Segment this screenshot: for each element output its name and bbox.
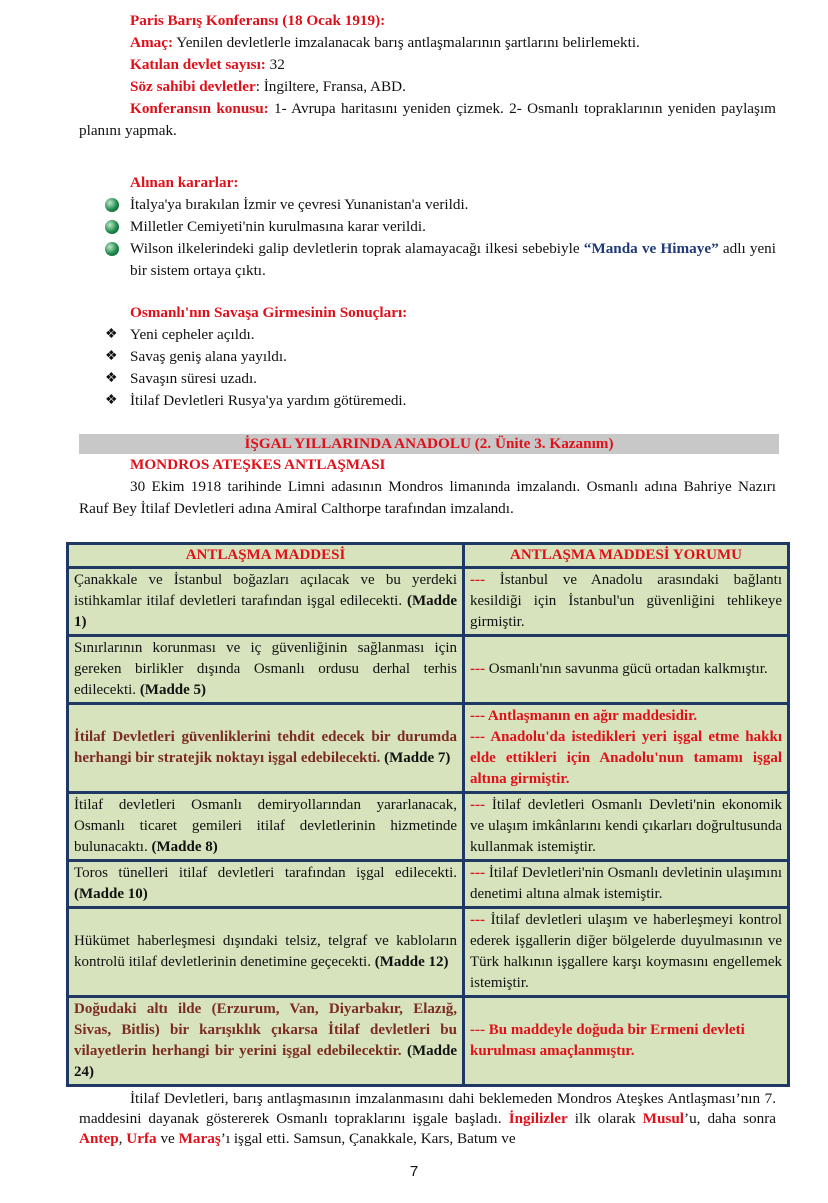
- article-ref: (Madde 24): [74, 1043, 457, 1080]
- table-row: [68, 908, 789, 997]
- list-item: İtalya'ya bırakılan İzmir ve çevresi Yunanistan'a verildi.: [79, 194, 776, 216]
- table-row: [68, 997, 789, 1086]
- table-row: [68, 793, 789, 861]
- list-item: ❖ Savaş geniş alana yayıldı.: [79, 346, 776, 368]
- list-item: Wilson ilkelerindeki galip devletlerin toprak alamayacağı ilkesi sebebiyle “Manda ve Himaye” adlı yeni bir sistem ortaya çıktı.: [79, 238, 776, 282]
- table-row: [68, 704, 789, 793]
- closing-text: ’ı işgal etti. Samsun, Çanakkale, Kars, Batum ve: [220, 1130, 516, 1147]
- diamond-bullet-icon: ❖: [105, 393, 118, 408]
- green-ball-bullet-icon: [105, 198, 119, 212]
- closing-text: İtilaf Devletleri, barış antlaşmasının imzalanmasını dahi beklemeden Mondros Ateşkes Antlaşması’nın 7. maddesini dayanak göstererek Osmanlı topraklarını işgale başladı.: [79, 1090, 776, 1127]
- dash-marker: ---: [470, 572, 485, 588]
- dash-marker: ---: [470, 797, 485, 813]
- article-ref: (Madde 10): [74, 886, 148, 902]
- list-item: ❖ Yeni cepheler açıldı.: [79, 324, 776, 346]
- article-ref: (Madde 5): [139, 682, 207, 698]
- closing-paragraph: [79, 1089, 776, 1149]
- katilan-label: Katılan devlet sayısı:: [130, 56, 266, 73]
- article-text: Sınırlarının korunması ve iç güvenliğinin sağlanması için gereken birlikler dışında Osmanlı ordusu derhal terhis edilecekti.: [74, 640, 457, 698]
- article-text: Toros tünelleri itilaf devletleri tarafından işgal edilecekti.: [74, 865, 457, 881]
- katilan-text: 32: [265, 56, 285, 73]
- highlight-antep: Antep: [79, 1130, 119, 1147]
- soz-label: Söz sahibi devletler: [130, 78, 256, 95]
- interpretation-text: --- Anadolu'da istedikleri yeri işgal etme hakkı elde ettikleri için Anadolu'nun tamamı işgal altına girmiştir.: [470, 729, 782, 787]
- page-number: 7: [409, 1163, 419, 1180]
- interpretation-text: İtilaf Devletleri'nin Osmanlı devletinin ulaşımını denetimi altına almak istemiştir.: [470, 865, 782, 902]
- konu-label: Konferansın konusu:: [130, 100, 269, 117]
- konu-text: 1- Avrupa haritasını yeniden çizmek. 2- Osmanlı topraklarının yeniden paylaşım planını yapmak.: [79, 100, 776, 139]
- mondros-title: MONDROS ATEŞKES ANTLAŞMASI: [130, 456, 386, 473]
- interpretation-text: İtilaf devletleri Osmanlı Devleti'nin ekonomik ve ulaşım imkânlarını kendi çıkarları doğrultusunda kullanmak istemiştir.: [470, 797, 782, 855]
- paris-conference-section: [79, 10, 776, 142]
- amac-label: Amaç:: [130, 34, 174, 51]
- article-ref: (Madde 8): [151, 839, 218, 855]
- article-ref: (Madde 12): [374, 954, 449, 970]
- table-row: [68, 568, 789, 636]
- section-heading-band: İŞGAL YILLARINDA ANADOLU (2. Ünite 3. Kazanım): [79, 434, 779, 454]
- amac-text: Yenilen devletlerle imzalanacak barış antlaşmalarının şartlarını belirlemekti.: [173, 34, 640, 51]
- article-text: İtilaf Devletleri güvenliklerini tehdit edecek bir durumda herhangi bir stratejik noktayı işgal edebilecekti.: [74, 729, 457, 766]
- article-text: Çanakkale ve İstanbul boğazları açılacak ve bu yerdeki istihkamlar itilaf devletleri tarafından işgal edilecekti.: [74, 572, 457, 609]
- mondros-articles-table: [66, 542, 790, 1087]
- interpretation-text: Osmanlı'nın savunma gücü ortadan kalkmıştır.: [485, 661, 768, 677]
- article-ref: (Madde 7): [384, 750, 451, 766]
- highlight-urfa: Urfa: [126, 1130, 157, 1147]
- column-header: ANTLAŞMA MADDESİ YORUMU: [464, 544, 789, 568]
- table-row: [68, 636, 789, 704]
- closing-text: ve: [156, 1130, 179, 1147]
- dash-marker: ---: [470, 661, 485, 677]
- closing-text: ’u, daha sonra: [684, 1110, 777, 1127]
- table-row: [68, 861, 789, 908]
- interpretation-text: İtilaf devletleri ulaşım ve haberleşmeyi kontrol ederek işgallerin diğer bölgelerde duyulmasının ve Türk halkının işgallere karşı koymasını engellemek istemiştir.: [470, 912, 782, 991]
- green-ball-bullet-icon: [105, 220, 119, 234]
- closing-text: ,: [118, 1130, 127, 1147]
- kararlar-title: Alınan kararlar:: [130, 174, 239, 191]
- list-item: ❖ İtilaf Devletleri Rusya'ya yardım götüremedi.: [79, 390, 776, 412]
- mondros-text: 30 Ekim 1918 tarihinde Limni adasının Mondros limanında imzalandı. Osmanlı adına Bahriye Nazırı Rauf Bey İtilaf Devletleri adına Amiral Calthorpe tarafından imzalandı.: [79, 478, 776, 517]
- article-text: Doğudaki altı ilde (Erzurum, Van, Diyarbakır, Elazığ, Sivas, Bitlis) bir karışıklık çıkarsa İtilaf devletleri bu vilayetlerin herhangi bir yerini işgal edebilecektir.: [74, 1001, 457, 1059]
- table-wrapper: [66, 542, 790, 1087]
- list-item: Milletler Cemiyeti'nin kurulmasına karar verildi.: [79, 216, 776, 238]
- list-item: ❖ Savaşın süresi uzadı.: [79, 368, 776, 390]
- interpretation-text: İstanbul ve Anadolu arasındaki bağlantı kesildiği için İstanbul'un güvenliğini tehlikeye girmiştir.: [470, 572, 782, 630]
- diamond-bullet-icon: ❖: [105, 327, 118, 342]
- article-text: İtilaf devletleri Osmanlı demiryollarından yararlanacak, Osmanlı ticaret gemileri itilaf devletlerinin hizmetinde bulunacaktı.: [74, 797, 457, 855]
- highlight-maras: Maraş: [178, 1130, 221, 1147]
- sonuclar-section: [79, 302, 776, 412]
- diamond-bullet-icon: ❖: [105, 349, 118, 364]
- dash-marker: ---: [470, 865, 485, 881]
- mondros-section: [79, 454, 776, 520]
- highlight-musul: Musul: [642, 1110, 685, 1127]
- diamond-bullet-icon: ❖: [105, 371, 118, 386]
- interpretation-text: --- Antlaşmanın en ağır maddesidir.: [470, 708, 698, 724]
- paris-title: Paris Barış Konferansı (18 Ocak 1919):: [130, 12, 386, 29]
- soz-text: : İngiltere, Fransa, ABD.: [255, 78, 406, 95]
- sonuclar-title: Osmanlı'nın Savaşa Girmesinin Sonuçları:: [130, 304, 408, 321]
- kararlar-section: [79, 172, 776, 282]
- interpretation-text: --- Bu maddeyle doğuda bir Ermeni devleti kurulması amaçlanmıştır.: [470, 1022, 745, 1059]
- article-ref: (Madde 1): [74, 593, 457, 630]
- column-header: ANTLAŞMA MADDESİ: [68, 544, 464, 568]
- closing-text: ilk olarak: [567, 1110, 643, 1127]
- table-header-row: [68, 544, 789, 568]
- highlight-ingilizler: İngilizler: [508, 1110, 568, 1127]
- article-text: Hükümet haberleşmesi dışındaki telsiz, telgraf ve kabloların kontrolü itilaf devletlerinin denetimine geçecekti.: [74, 933, 457, 970]
- dash-marker: ---: [470, 912, 485, 928]
- green-ball-bullet-icon: [105, 242, 119, 256]
